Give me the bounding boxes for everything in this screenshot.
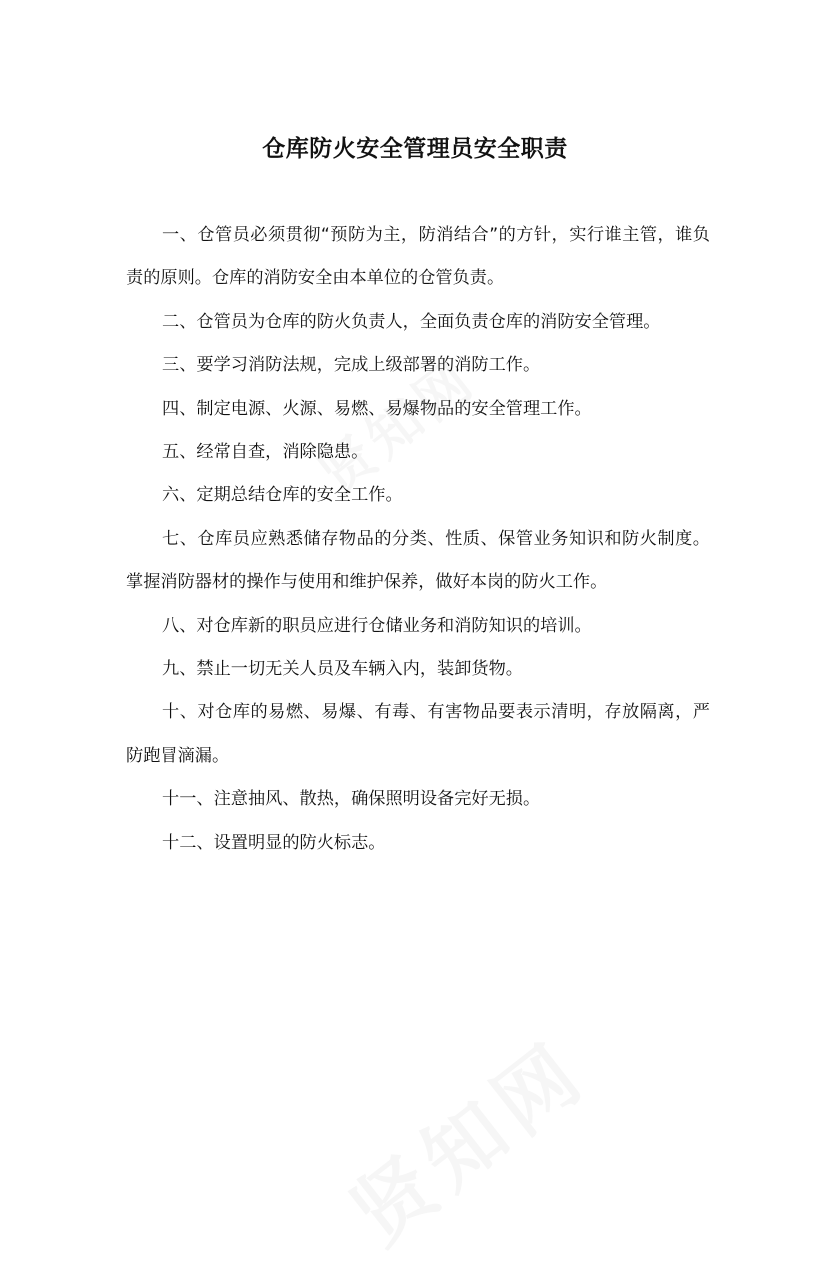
paragraph-10: 十、对仓库的易燃、易爆、有毒、有害物品要表示清明，存放隔离，严防跑冒滴漏。 (126, 702, 710, 766)
paragraph-2: 二、仓管员为仓库的防火负责人，全面负责仓库的消防安全管理。 (162, 311, 661, 332)
paragraph-6: 六、定期总结仓库的安全工作。 (162, 485, 403, 506)
paragraph-4: 四、制定电源、火源、易燃、易爆物品的安全管理工作。 (162, 398, 592, 419)
document-title: 仓库防火安全管理员安全职责 (262, 136, 568, 163)
paragraph-3: 三、要学习消防法规，完成上级部署的消防工作。 (162, 355, 541, 376)
paragraph-1: 一、仓管员必须贯彻“预防为主，防消结合”的方针，实行谁主管，谁负责的原则。仓库的消防安全由本单位的仓管负责。 (126, 225, 710, 289)
document-body (126, 214, 710, 865)
paragraph-11: 十一、注意抽风、散热，确保照明设备完好无损。 (162, 789, 541, 810)
paragraph-12: 十二、设置明显的防火标志。 (162, 832, 386, 853)
paragraph-5: 五、经常自查，消除隐患。 (162, 442, 369, 463)
paragraph-8: 八、对仓库新的职员应进行仓储业务和消防知识的培训。 (162, 615, 592, 636)
paragraph-9: 九、禁止一切无关人员及车辆入内，装卸货物。 (162, 659, 523, 680)
watermark-lower (323, 1009, 607, 1266)
paragraph-7: 七、仓库员应熟悉储存物品的分类、性质、保管业务知识和防火制度。掌握消防器材的操作与使用和维护保养，做好本岗的防火工作。 (126, 528, 710, 593)
